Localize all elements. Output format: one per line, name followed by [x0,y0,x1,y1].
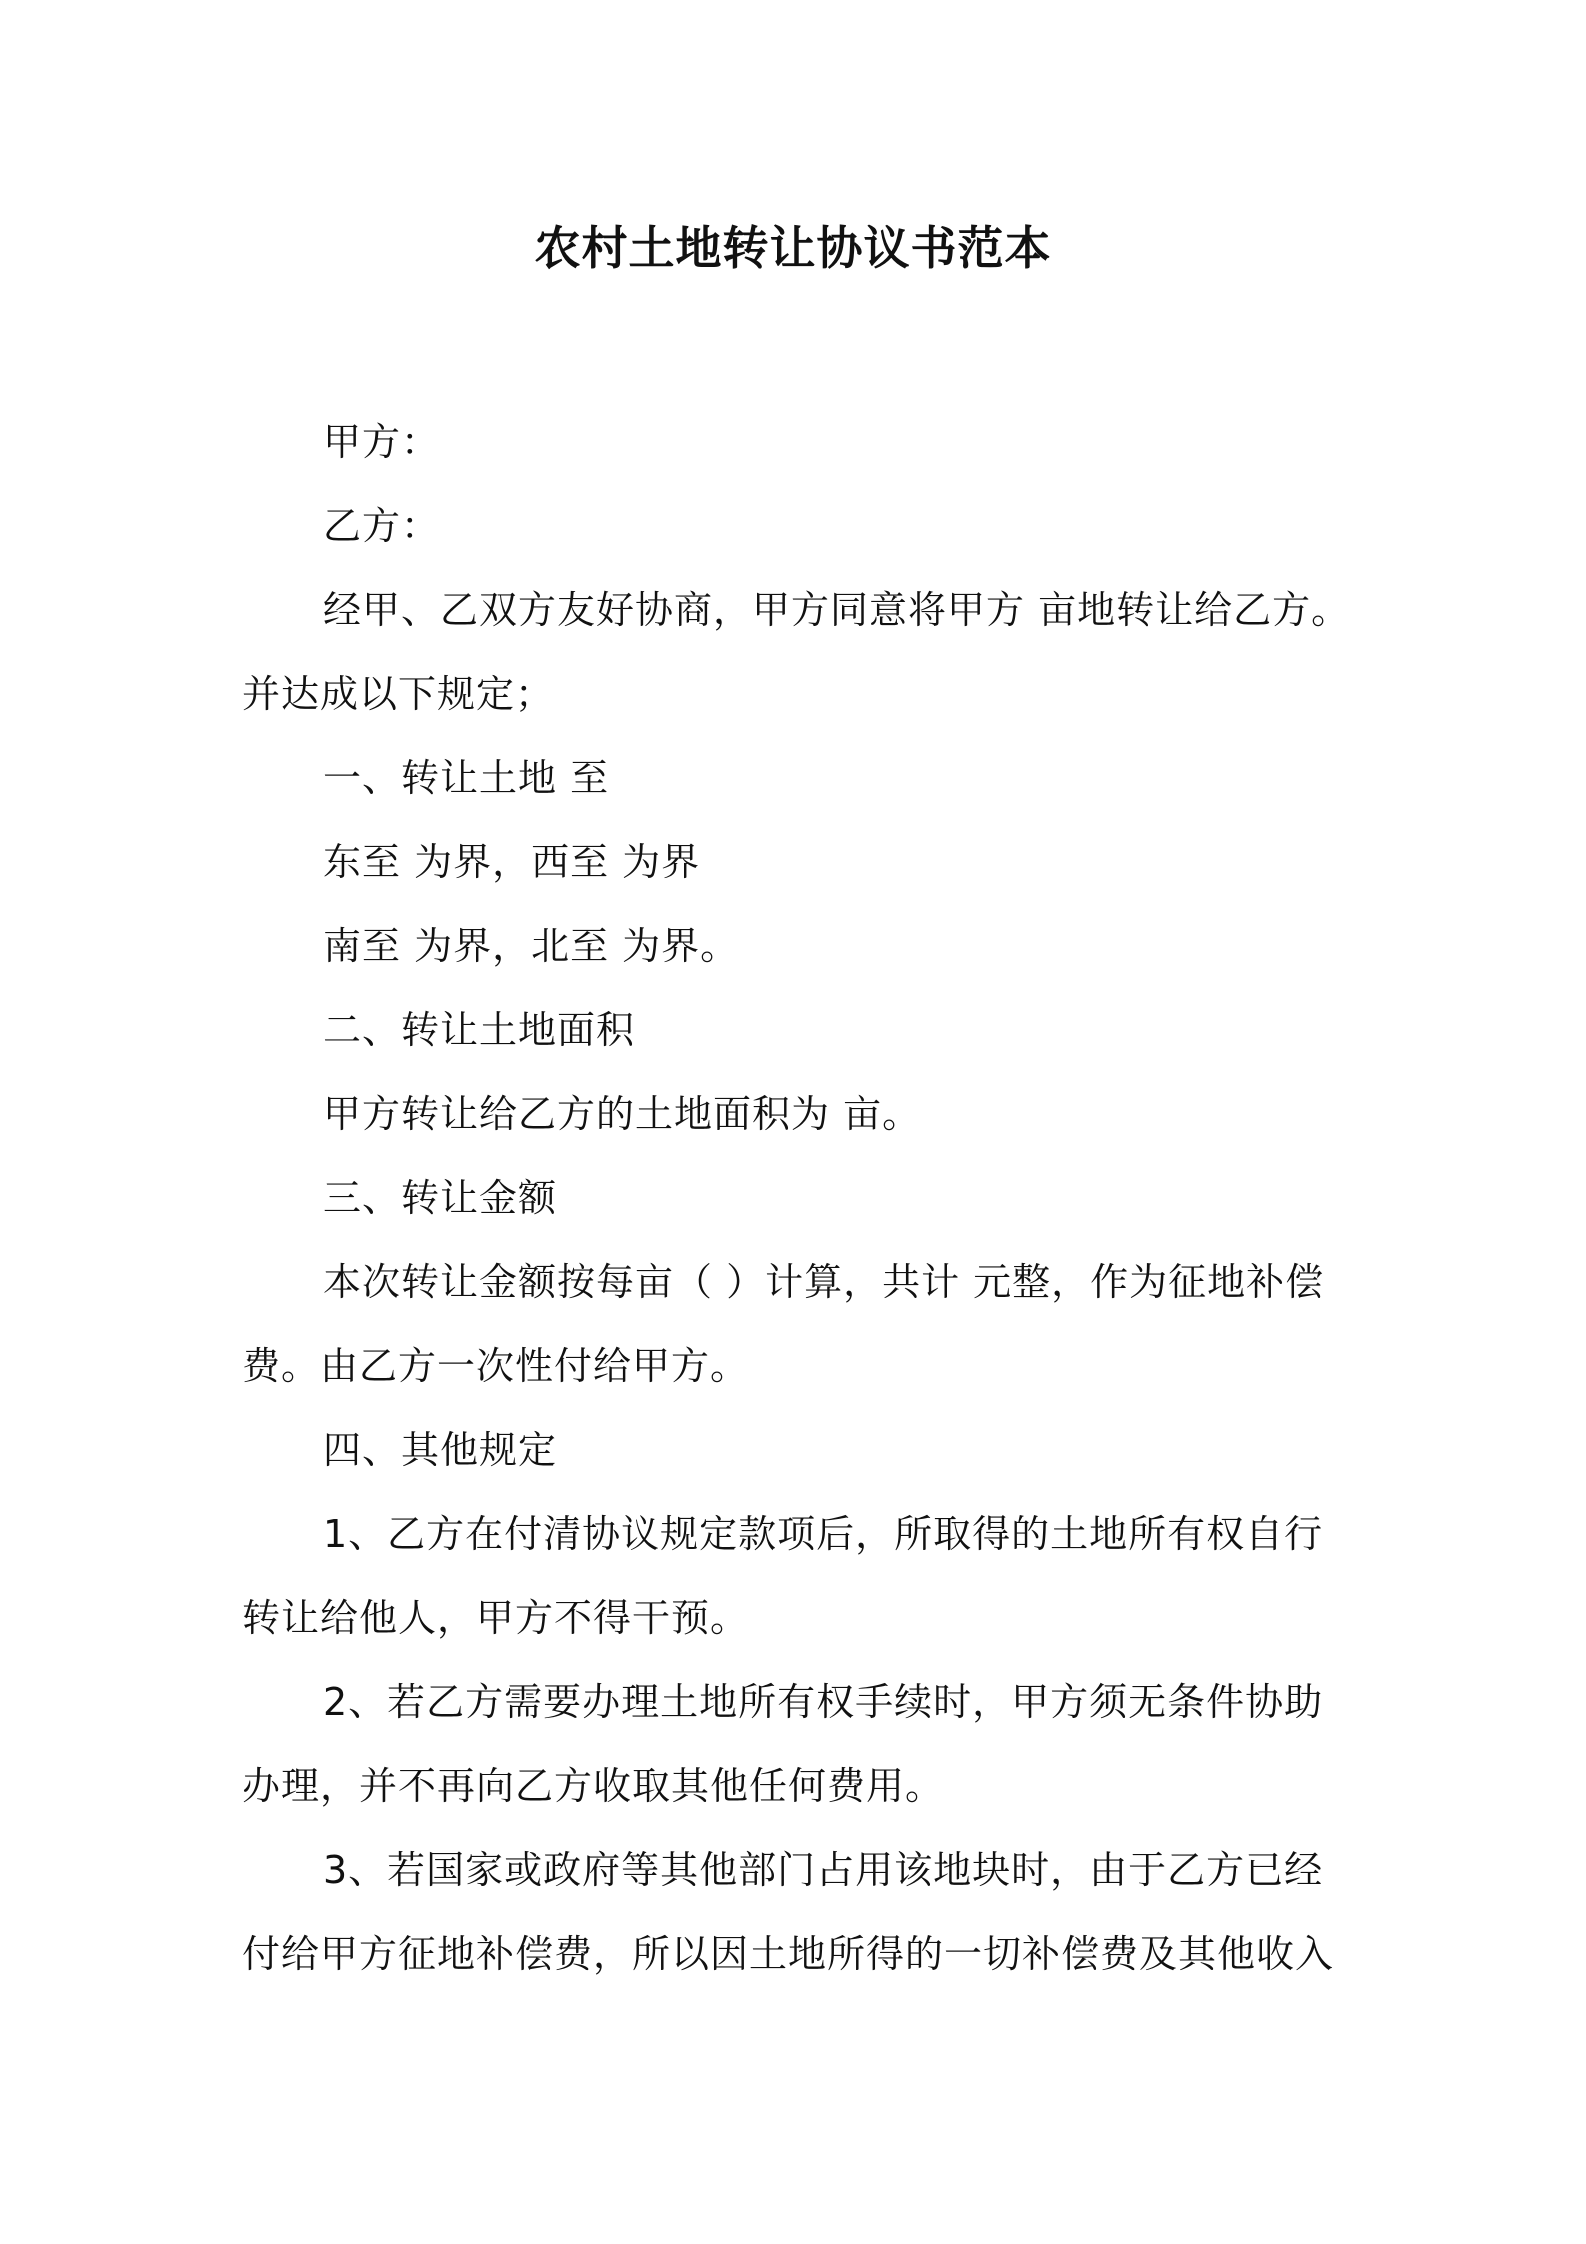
party-b-line: 乙方： [323,504,441,548]
section-4-heading: 四、其他规定 [323,1428,558,1472]
intro-paragraph-line-1: 经甲、乙双方友好协商，甲方同意将甲方 亩地转让给乙方。 [323,588,1351,632]
clause-3-line-2: 付给甲方征地补偿费，所以因土地所得的一切补偿费及其他收入 [242,1932,1335,1976]
boundary-south-north: 南至 为界，北至 为界。 [323,924,740,968]
amount-paragraph-line-1: 本次转让金额按每亩（ ）计算，共计 元整，作为征地补偿 [323,1260,1325,1304]
document-body [242,400,1360,1996]
clause-3-line-1: 3、若国家或政府等其他部门占用该地块时，由于乙方已经 [323,1848,1324,1892]
amount-paragraph-line-2: 费。由乙方一次性付给甲方。 [242,1344,750,1388]
section-1-heading: 一、转让土地 至 [323,756,610,800]
clause-1-line-2: 转让给他人，甲方不得干预。 [242,1596,750,1640]
boundary-east-west: 东至 为界，西至 为界 [323,840,701,884]
clause-2-line-2: 办理，并不再向乙方收取其他任何费用。 [242,1764,945,1808]
section-2-heading: 二、转让土地面积 [323,1008,636,1052]
land-area-line: 甲方转让给乙方的土地面积为 亩。 [323,1092,922,1136]
party-a-line: 甲方： [323,420,441,464]
intro-paragraph-line-2: 并达成以下规定； [242,672,555,716]
section-3-heading: 三、转让金额 [323,1176,558,1220]
document-title: 农村土地转让协议书范本 [534,221,1052,275]
clause-2-line-1: 2、若乙方需要办理土地所有权手续时，甲方须无条件协助 [323,1680,1324,1724]
clause-1-line-1: 1、乙方在付清协议规定款项后，所取得的土地所有权自行 [323,1512,1324,1556]
